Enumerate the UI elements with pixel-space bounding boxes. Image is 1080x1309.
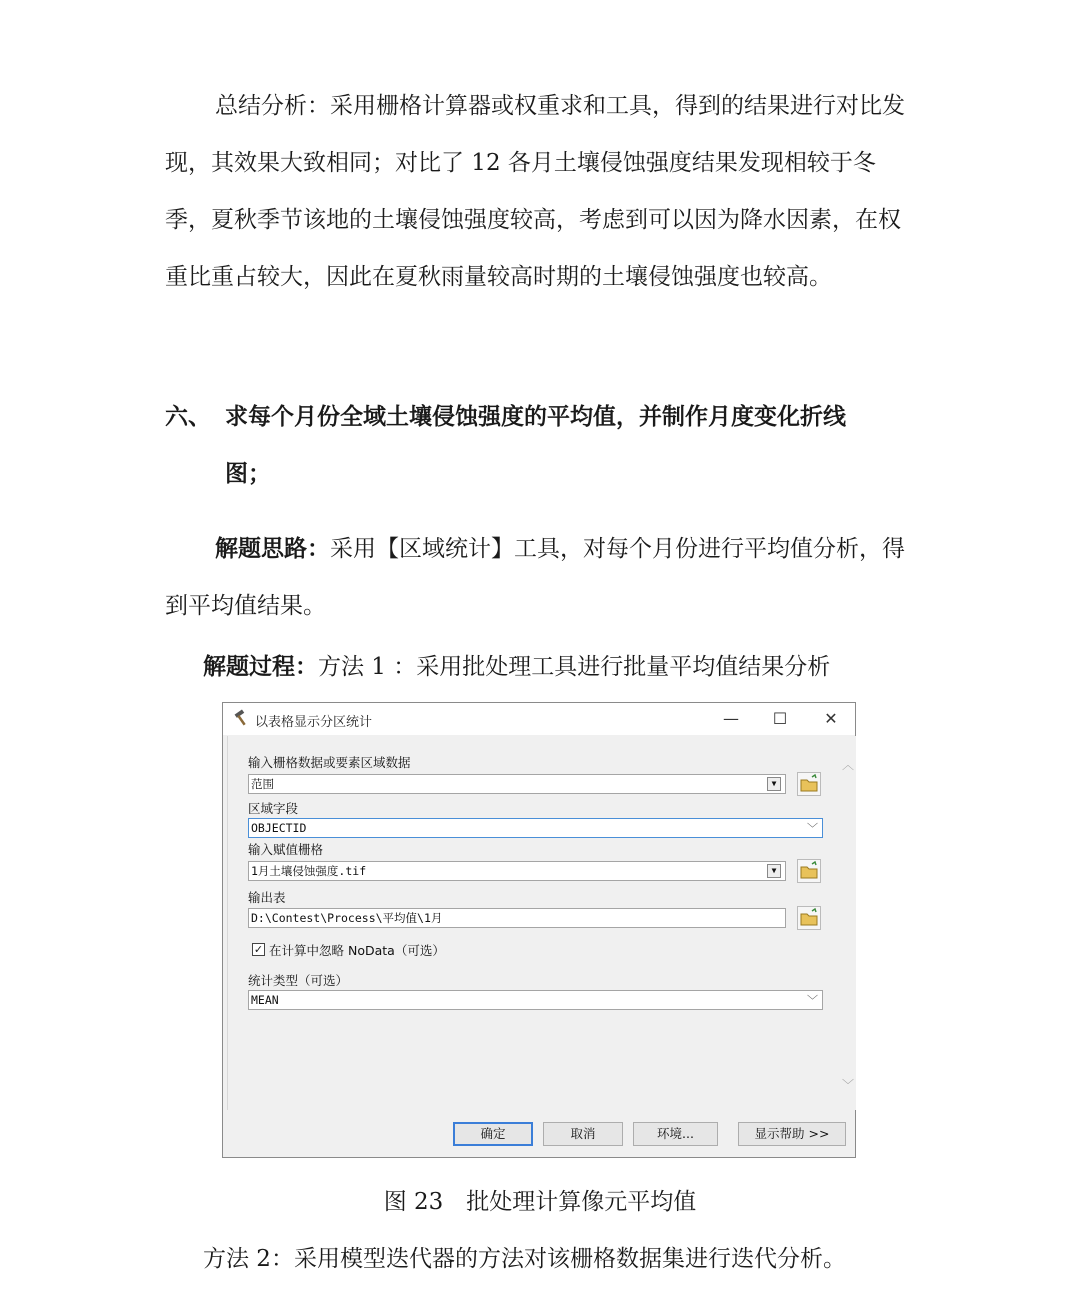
maximize-button[interactable]: ☐ [772,709,788,728]
summary-text: 采用栅格计算器或权重求和工具，得到的结果进行对比发现，其效果大致相同；对比了 12 各月土壤侵蚀强度结果发现相较于冬季，夏秋季节该地的土壤侵蚀强度较高，考虑到可以因为降水因素，在权重比重占较大，因此在夏秋雨量较高时期的土壤侵蚀强度也较高。 [165,93,905,290]
hammer-icon [233,709,251,727]
figure-caption: 图 23 批处理计算像元平均值 [383,1189,697,1215]
zone-data-value: 范围 [251,777,274,791]
summary-paragraph [165,78,917,306]
output-table-browse-button[interactable] [797,906,821,930]
process-line [203,648,830,681]
value-raster-value: 1月土壤侵蚀强度.tif [251,864,367,878]
summary-label: 总结分析： [215,93,330,119]
section-title-line2: 图； [225,461,271,487]
zone-data-browse-button[interactable] [797,772,821,796]
stat-type-dropdown[interactable] [248,990,823,1010]
dialog-footer [223,1111,855,1157]
output-table-input[interactable]: D:\Contest\Process\平均值\1月 [248,908,786,928]
section-title-line1: 求每个月份全域土壤侵蚀强度的平均值，并制作月度变化折线 [225,404,846,430]
dialog-scrollbar[interactable] [840,736,856,1110]
process-label: 解题过程： [203,654,318,680]
method2-line: 方法 2：采用模型迭代器的方法对该栅格数据集进行迭代分析。 [203,1246,846,1272]
zone-field-label: 区域字段 [248,801,299,816]
show-help-button[interactable]: 显示帮助 >> [738,1122,846,1146]
zonal-statistics-dialog [222,702,856,1158]
dialog-content [227,736,856,1110]
cancel-button[interactable]: 取消 [543,1122,623,1146]
value-raster-browse-button[interactable] [797,859,821,883]
process-text: 方法 1 ：采用批处理工具进行批量平均值结果分析 [318,654,831,680]
scroll-up-icon[interactable]: ︿ [841,758,854,772]
folder-icon [798,773,820,795]
scroll-down-icon[interactable]: ﹀ [841,1078,854,1092]
dropdown-arrow-icon[interactable]: ▼ [767,864,781,878]
approach-paragraph [165,521,917,635]
folder-icon [798,860,820,882]
dialog-titlebar [223,703,855,735]
stat-type-label: 统计类型（可选） [248,973,349,988]
zone-data-label: 输入栅格数据或要素区域数据 [248,755,411,770]
value-raster-dropdown[interactable] [248,861,786,881]
output-table-label: 输出表 [248,890,286,905]
chevron-down-icon[interactable]: ﹀ [807,994,818,1007]
ignore-nodata-checkbox[interactable]: ✓ [253,943,264,956]
folder-icon [798,907,820,929]
zone-field-value: OBJECTID [251,821,307,835]
dialog-title: 以表格显示分区统计 [255,715,373,730]
approach-label: 解题思路： [215,536,330,562]
ignore-nodata-label: 在计算中忽略 NoData（可选） [269,943,445,958]
environments-button[interactable]: 环境... [633,1122,718,1146]
ok-button[interactable]: 确定 [453,1122,533,1146]
dropdown-arrow-icon[interactable]: ▼ [767,777,781,791]
close-button[interactable]: ✕ [824,709,838,728]
zone-data-dropdown[interactable] [248,774,786,794]
section-number: 六、 [165,404,211,430]
chevron-down-icon[interactable]: ﹀ [807,822,818,835]
approach-text: 采用【区域统计】工具，对每个月份进行平均值分析，得到平均值结果。 [165,536,905,619]
zone-field-dropdown[interactable] [248,818,823,838]
value-raster-label: 输入赋值栅格 [248,842,324,857]
minimize-button[interactable]: — [723,709,739,728]
stat-type-value: MEAN [251,993,279,1007]
